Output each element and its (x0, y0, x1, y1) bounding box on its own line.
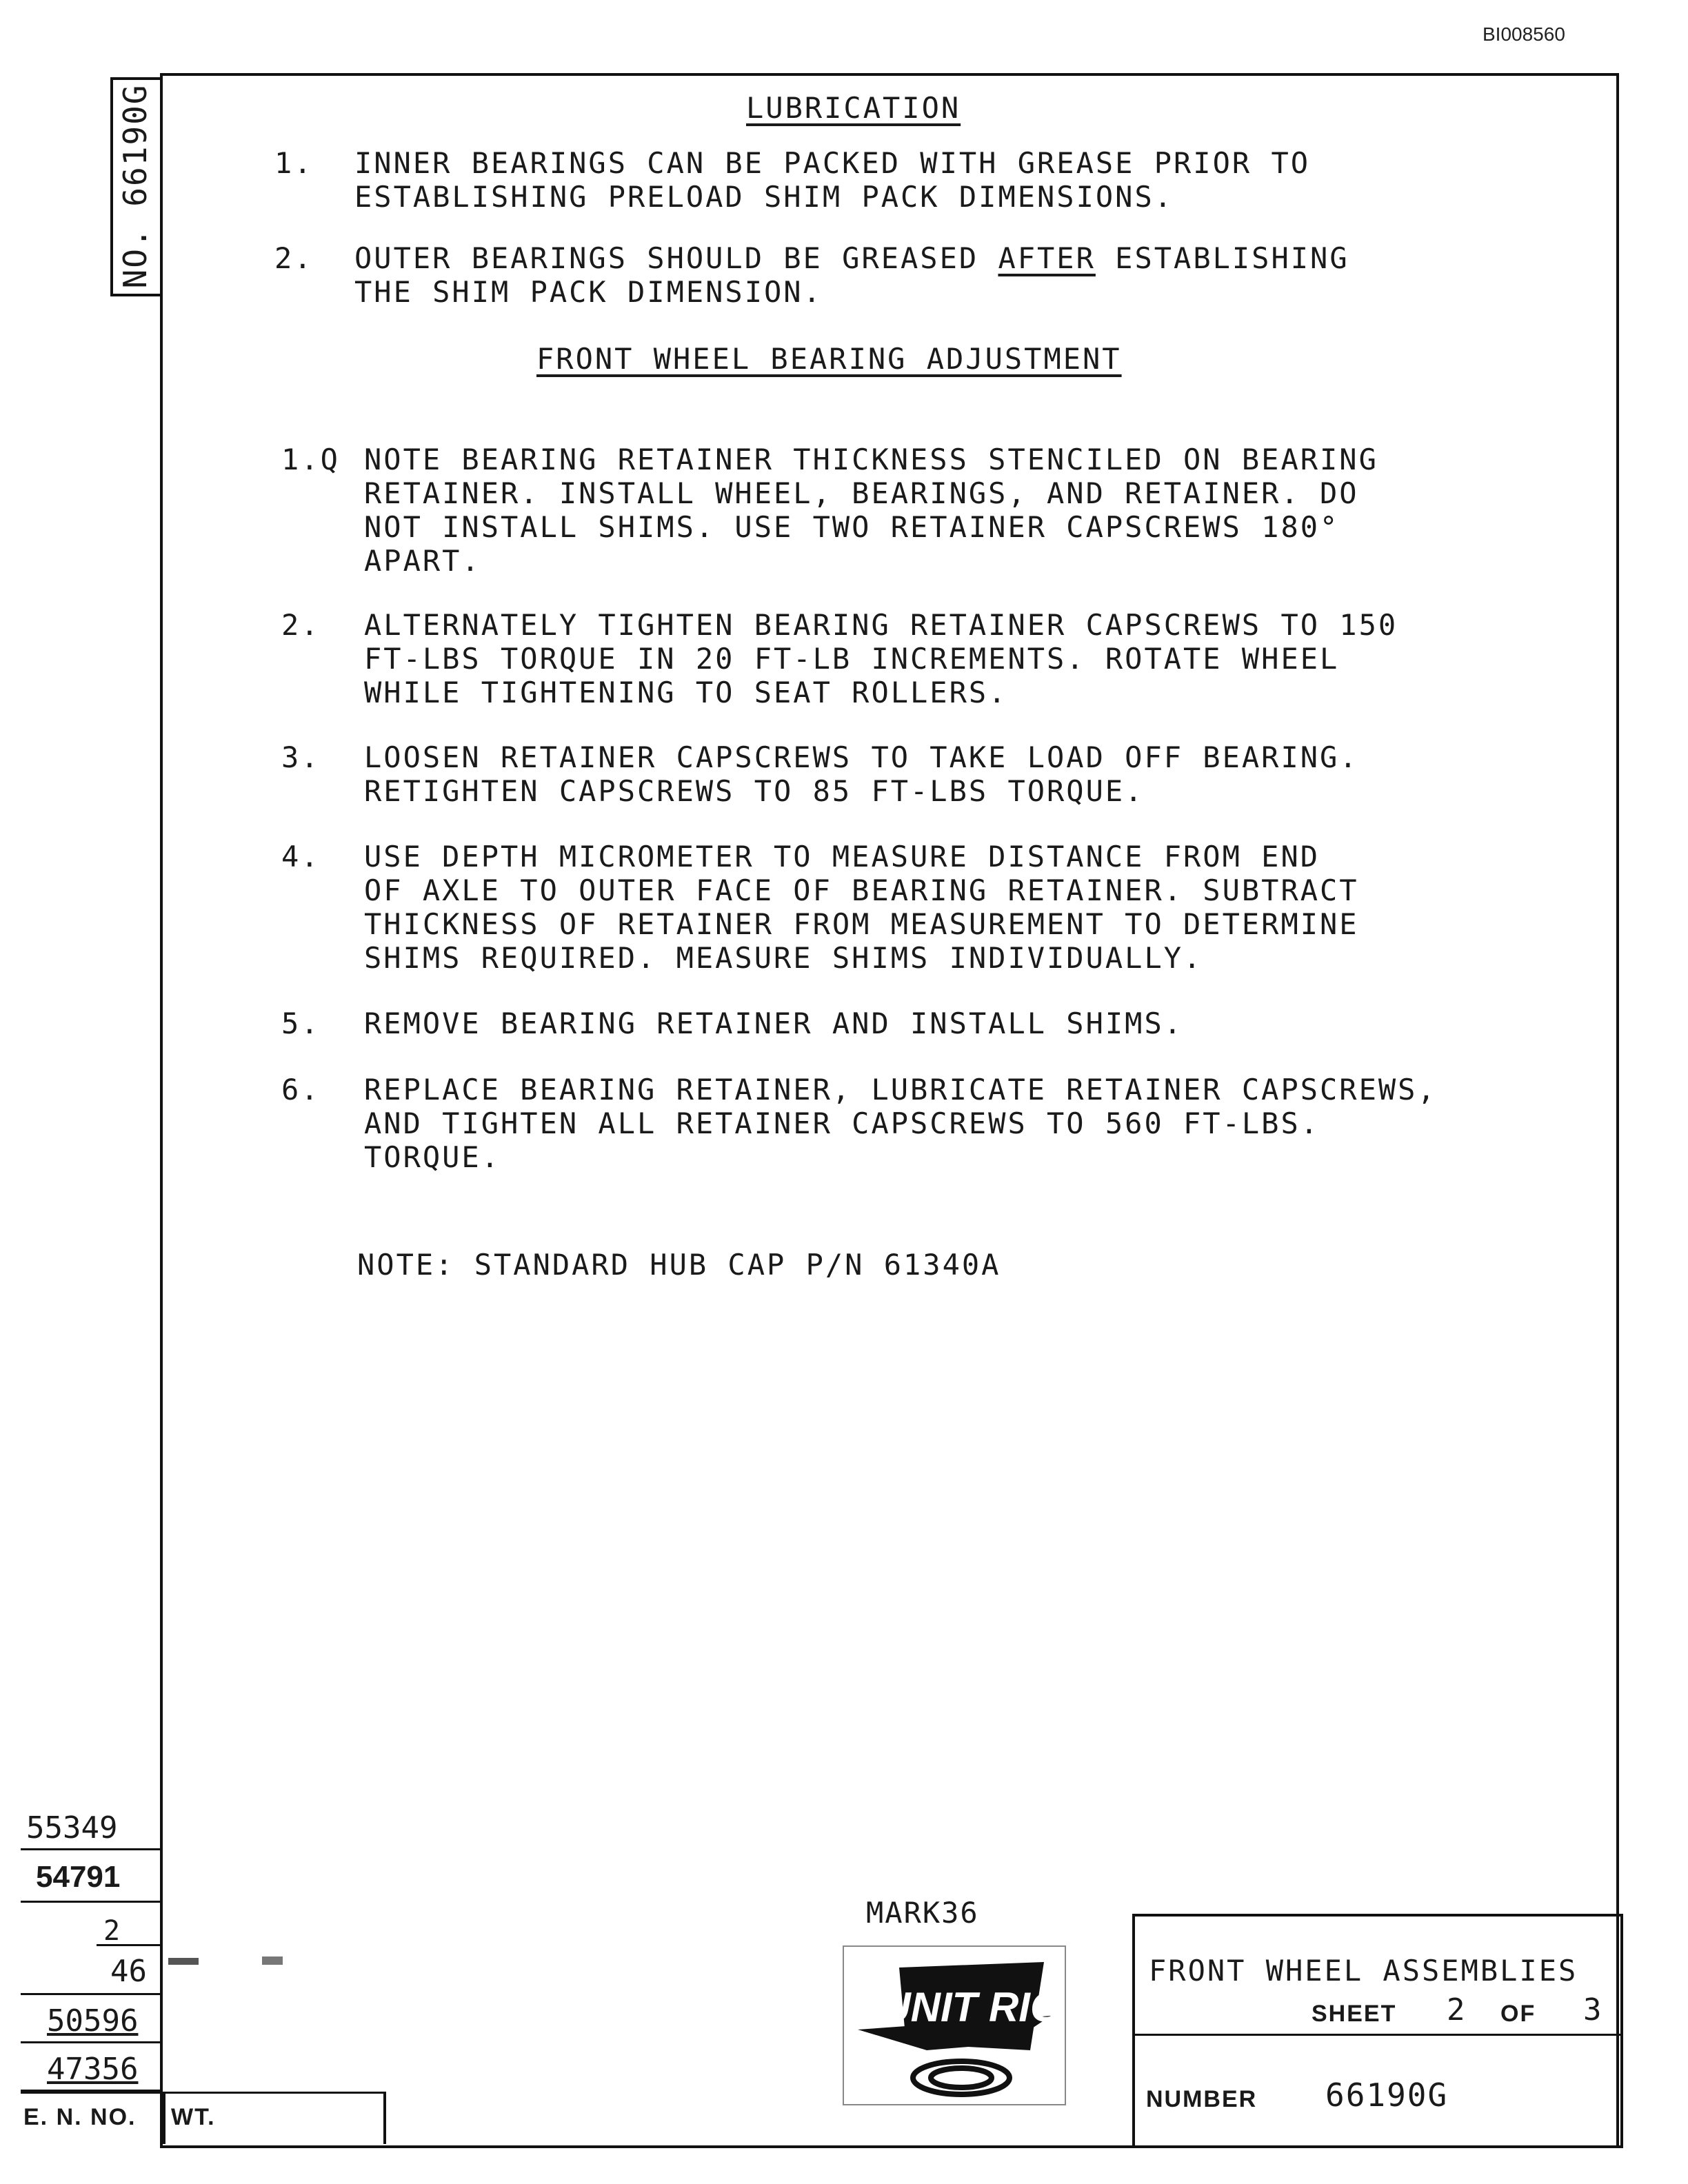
revision-row (21, 2043, 160, 2092)
revision-entry: 55349 (26, 1810, 118, 1846)
wt-label: WT. (171, 2104, 216, 2130)
smudge-mark (165, 1954, 310, 1970)
revision-entry: 54791 (36, 1860, 121, 1894)
step-number: 2. (281, 608, 321, 642)
item-text-before: OUTER BEARINGS SHOULD BE GREASED (354, 241, 998, 275)
adjustment-heading: FRONT WHEEL BEARING ADJUSTMENT (536, 342, 1122, 376)
sheet-label: SHEET (1312, 2001, 1397, 2027)
number-label: NUMBER (1146, 2086, 1258, 2112)
of-label: OF (1500, 2001, 1536, 2027)
step-number: 4. (281, 840, 321, 873)
item-number: 1. (274, 146, 314, 180)
step-text: REPLACE BEARING RETAINER, LUBRICATE RETAINER CAPSCREWS, AND TIGHTEN ALL RETAINER CAPSCREWS TO 560 FT-LBS. TORQUE. (364, 1073, 1437, 1174)
step-text: NOTE BEARING RETAINER THICKNESS STENCILED ON BEARING RETAINER. INSTALL WHEEL, BEARINGS, AND RETAINER. DO NOT INSTALL SHIMS. USE TWO RETAINER CAPSCREWS 180° APART. (364, 443, 1378, 578)
en-no-label: E. N. NO. (23, 2104, 137, 2130)
step-text: USE DEPTH MICROMETER TO MEASURE DISTANCE FROM END OF AXLE TO OUTER FACE OF BEARING RETAINER. SUBTRACT THICKNESS OF RETAINER FROM MEASUREMENT TO DETERMINE SHIMS REQUIRED. MEASURE SHIMS INDIVIDUALLY. (364, 840, 1359, 975)
drawing-title: FRONT WHEEL ASSEMBLIES (1149, 1954, 1578, 1988)
revision-entry: 2 (103, 1915, 121, 1947)
logo-text: UNIT RIG (881, 1984, 1063, 2030)
step-text: LOOSEN RETAINER CAPSCREWS TO TAKE LOAD OFF BEARING. RETIGHTEN CAPSCREWS TO 85 FT-LBS TORQUE. (364, 740, 1359, 808)
unit-rig-logo (844, 1947, 1065, 2104)
title-block (1132, 1914, 1623, 2148)
drawing-number: 66190G (1325, 2076, 1449, 2114)
revision-row (21, 1803, 160, 1850)
sheet-number: 2 (1447, 1992, 1465, 2028)
revision-row (21, 1945, 160, 1995)
step-number: 1.Q (281, 443, 340, 476)
illegible-mark (165, 1954, 310, 1970)
revision-row (21, 1850, 160, 1903)
company-logo (843, 1945, 1066, 2105)
revision-row (21, 1995, 160, 2043)
item-text (354, 241, 1527, 309)
en-wt-divider (163, 2092, 165, 2144)
item-number: 2. (274, 241, 314, 275)
mark-label: MARK36 (866, 1896, 979, 1930)
step-number: 6. (281, 1073, 321, 1106)
item-emphasis: AFTER (998, 241, 1096, 275)
step-number: 3. (281, 740, 321, 774)
item-text-after: ESTABLISHING THE SHIM PACK DIMENSION. (354, 241, 1349, 309)
revision-entry: 47356 (47, 2052, 139, 2087)
lubrication-heading: LUBRICATION (746, 91, 961, 125)
item-text: INNER BEARINGS CAN BE PACKED WITH GREASE PRIOR TO ESTABLISHING PRELOAD SHIM PACK DIMENSIONS. (354, 146, 1311, 214)
step-number: 5. (281, 1007, 321, 1040)
step-text: REMOVE BEARING RETAINER AND INSTALL SHIMS. (364, 1007, 1184, 1040)
sheet-total: 3 (1583, 1992, 1602, 2028)
hub-cap-note: NOTE: STANDARD HUB CAP P/N 61340A (357, 1248, 1001, 1282)
revision-entry: 50596 (47, 2003, 139, 2039)
step-text: ALTERNATELY TIGHTEN BEARING RETAINER CAPSCREWS TO 150 FT-LBS TORQUE IN 20 FT-LB INCREMENTS. ROTATE WHEEL WHILE TIGHTENING TO SEAT ROLLERS. (364, 608, 1398, 709)
document-id: BI008560 (1483, 23, 1565, 45)
revision-entry: 46 (110, 1954, 147, 1989)
side-tab-label: NO. 66190G (117, 83, 154, 289)
